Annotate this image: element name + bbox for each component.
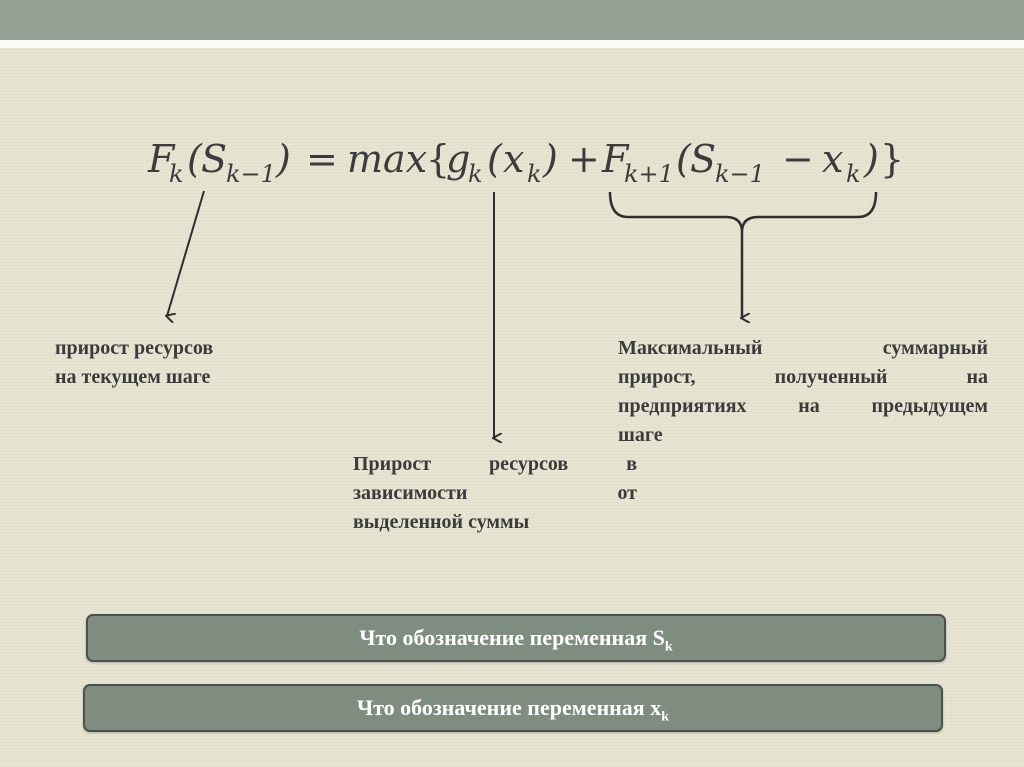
formula-S: S xyxy=(201,137,228,181)
formula-x: x xyxy=(503,137,525,181)
question-sk-subscript: k xyxy=(664,639,673,655)
formula-open-paren-3: ( xyxy=(676,137,691,181)
formula-F: F xyxy=(148,137,175,181)
annotation-line: Максимальный суммарный xyxy=(618,337,988,359)
formula-plus: + xyxy=(568,137,600,181)
annotation-line: на текущем шаге xyxy=(55,366,211,388)
annotation-line: прирост ресурсов xyxy=(55,337,214,359)
annotation-max-total xyxy=(618,334,988,450)
question-sk-text: Что обозначение переменная S xyxy=(359,625,665,650)
annotation-current-step xyxy=(55,334,285,392)
arrow-left xyxy=(167,191,204,316)
annotation-line: предприятиях на предыдущем xyxy=(618,395,988,417)
formula-close-paren-3: ) xyxy=(864,137,879,181)
question-xk-text: Что обозначение переменная x xyxy=(356,695,662,720)
formula-S2: S xyxy=(690,137,717,181)
underbrace xyxy=(610,192,876,232)
formula-F2: F xyxy=(602,137,629,181)
formula-sub-k-minus-1-2: k−1 xyxy=(715,160,765,188)
formula-open-paren: ( xyxy=(187,137,202,181)
formula-close-brace: } xyxy=(880,137,905,181)
annotation-line: зависимости от xyxy=(353,482,637,504)
formula-sub-k-plus-1: k+1 xyxy=(624,160,674,188)
formula-sub-k-x: k xyxy=(527,160,542,188)
formula-g: g xyxy=(446,137,471,181)
annotation-line: шаге xyxy=(618,424,663,446)
formula-sub-k-x2: k xyxy=(846,160,861,188)
formula-open-brace: { xyxy=(426,137,451,181)
annotation-line: Прирост ресурсов в xyxy=(353,453,637,475)
formula-max: max xyxy=(347,137,428,181)
question-button-xk[interactable] xyxy=(83,684,943,732)
formula-sub-k-g: k xyxy=(468,160,483,188)
formula-close-paren-2: ) xyxy=(543,137,558,181)
formula-sub-k-minus-1: k−1 xyxy=(226,160,276,188)
annotation-line: прирост, полученный на xyxy=(618,366,988,388)
formula-x2: x xyxy=(822,137,844,181)
annotation-line: выделенной суммы xyxy=(353,511,530,533)
formula-equals: = xyxy=(306,137,338,181)
formula-open-paren-2: ( xyxy=(487,137,502,181)
question-button-sk[interactable] xyxy=(86,614,946,662)
question-xk-subscript: k xyxy=(661,709,670,725)
formula-minus: − xyxy=(782,137,814,181)
annotation-allocated-sum xyxy=(353,450,637,537)
formula-sub-k: k xyxy=(169,160,184,188)
formula-close-paren: ) xyxy=(276,137,291,181)
